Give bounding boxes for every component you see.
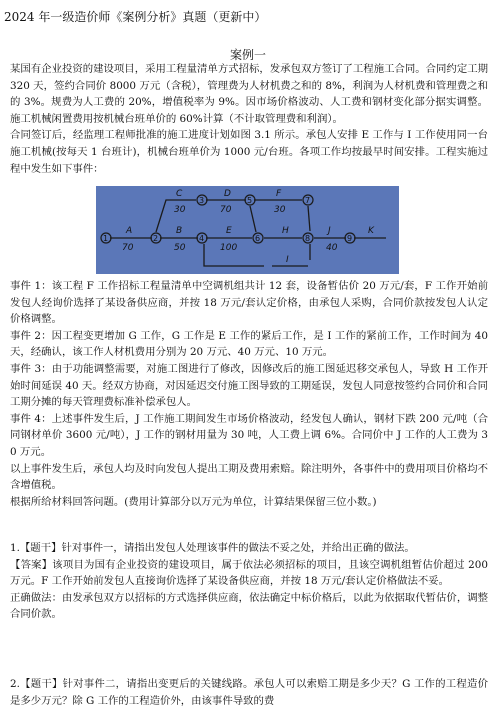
activity-label-e: E bbox=[226, 226, 232, 236]
event-2: 事件 2：因工程变更增加 G 工作，G 工作是 E 工作的紧后工作，是 I 工作的紧前工作，工作时间为 40 天，经确认，该工作人材机费用分别为 20 万元、40 万元、10 万元。 bbox=[10, 329, 488, 359]
node-label-9: 9 bbox=[347, 234, 353, 243]
node-label-2: 2 bbox=[153, 234, 159, 243]
node-label-7: 7 bbox=[305, 196, 311, 205]
activity-label-b: B bbox=[176, 226, 183, 236]
event-4: 事件 4：上述事件发生后，J 工作施工期间发生市场价格波动，经发包人确认，钢材下跌 200 元/吨（合同钢材单价 3600 元/吨），J 工作的钢材用量为 30 吨，人工费上调 6%。合同价中 J 工作的人工费为 30 万元。 bbox=[10, 412, 488, 458]
duration-label-j: 40 bbox=[326, 243, 338, 253]
duration-label-e: 100 bbox=[220, 243, 238, 253]
node-label-1: 1 bbox=[103, 234, 109, 243]
node-label-8: 8 bbox=[305, 234, 311, 243]
duration-label-b: 50 bbox=[174, 243, 186, 253]
arrow-dummy bbox=[250, 206, 256, 232]
document-title: 2024 年一级造价师《案例分析》真题（更新中） bbox=[4, 10, 267, 24]
node-label-5: 5 bbox=[247, 196, 253, 205]
background-paragraph-1: 某国有企业投资的建设项目，采用工程量清单方式招标，发承包双方签订了工程施工合同。合同约定工期 320 天，签约合同价 8000 万元（含税），管理费为人材机费之和的 8%，利润为人材机费和管理费之和的 3%。规费为人工费的 20%，增值税率为 9%。因市场价格波动、人工费和钢材变化部分据实调整。施工机械闲置费用按机械台班单价的 60%计算（不计取管理费和利润）。 bbox=[10, 63, 488, 125]
network-plan-figure bbox=[96, 186, 399, 274]
duration-label-a: 70 bbox=[122, 243, 134, 253]
node-label-4: 4 bbox=[199, 234, 205, 243]
events-section bbox=[10, 278, 488, 510]
duration-label-d: 70 bbox=[220, 205, 232, 215]
arrow-h bbox=[308, 206, 310, 231]
activity-label-c: C bbox=[176, 189, 183, 199]
activity-label-k: K bbox=[368, 226, 374, 236]
case-heading: 案例一 bbox=[229, 48, 266, 62]
activity-label-f: F bbox=[276, 189, 282, 199]
events-summary: 以上事件发生后，承包人均及时向发包人提出工期及费用索赔。除注明外，各事件中的费用项目价格均不含增值税。 bbox=[10, 462, 488, 492]
duration-label-c: 30 bbox=[174, 205, 186, 215]
question-2-text: 2.【题干】针对事件二，请指出变更后的关键线路。承包人可以索赔工期是多少天？G 工作的工程造价是多少万元？除 G 工作的工程造价外，由该事件导致的费 bbox=[10, 678, 488, 707]
question-1-text: 1.【题干】针对事件一，请指出发包人处理该事件的做法不妥之处，并给出正确的做法。 bbox=[10, 542, 415, 554]
activity-label-h: H bbox=[282, 226, 289, 236]
background-paragraph-2: 合同签订后，经监理工程师批准的施工进度计划如图 3.1 所示。承包人安排 E 工作与 I 工作使用同一台施工机械(按每天 1 台班计)，机械台班单价为 1000 元/台班。各项工作均按最早时间安排。工程实施过程中发生如下事件： bbox=[10, 129, 488, 175]
activity-label-a: A bbox=[126, 226, 133, 236]
network-plan-diagram bbox=[96, 186, 399, 274]
question-2-section bbox=[10, 676, 488, 709]
event-1: 事件 1：该工程 F 工作招标工程量清单中空调机组共计 12 套，设备暂估价 20 万元/套，F 工作开始前发包人经询价选择了某设备供应商，并按 18 万元/套认定价格，由承包人采购，合同价款按发包人认定价格调整。 bbox=[10, 280, 488, 326]
duration-label-f: 30 bbox=[274, 205, 286, 215]
instructions: 根据所给材料回答问题。(费用计算部分以万元为单位，计算结果保留三位小数。) bbox=[10, 495, 377, 508]
question-1-answer: 【答案】该项目为国有企业投资的建设项目，属于依法必须招标的项目，且该空调机组暂估价超过 200 万元。F 工作开始前发包人直接询价选择了某设备供应商，并按 18 万元/套认定价格做法不妥。 bbox=[10, 558, 488, 588]
case-background bbox=[10, 61, 488, 177]
question-1-correct-practice: 正确做法：由发承包双方以招标的方式选择供应商，依法确定中标价格后，以此为依据取代暂估价，调整合同价款。 bbox=[10, 591, 488, 621]
event-3: 事件 3：由于功能调整需要，对施工图进行了修改，因修改后的施工图延迟移交承包人，导致 H 工作开始时间延误 40 天。经双方协商，对因延迟交付施工图导致的工期延误，发包人同意按签约合同价和合同工期分摊的每天管理费标准补偿承包人。 bbox=[10, 362, 488, 409]
activity-label-j: J bbox=[328, 226, 331, 236]
activity-label-i: I bbox=[286, 255, 289, 265]
activity-label-d: D bbox=[224, 189, 231, 199]
node-label-6: 6 bbox=[255, 234, 261, 243]
node-label-3: 3 bbox=[199, 196, 205, 205]
question-1-section bbox=[10, 540, 488, 623]
